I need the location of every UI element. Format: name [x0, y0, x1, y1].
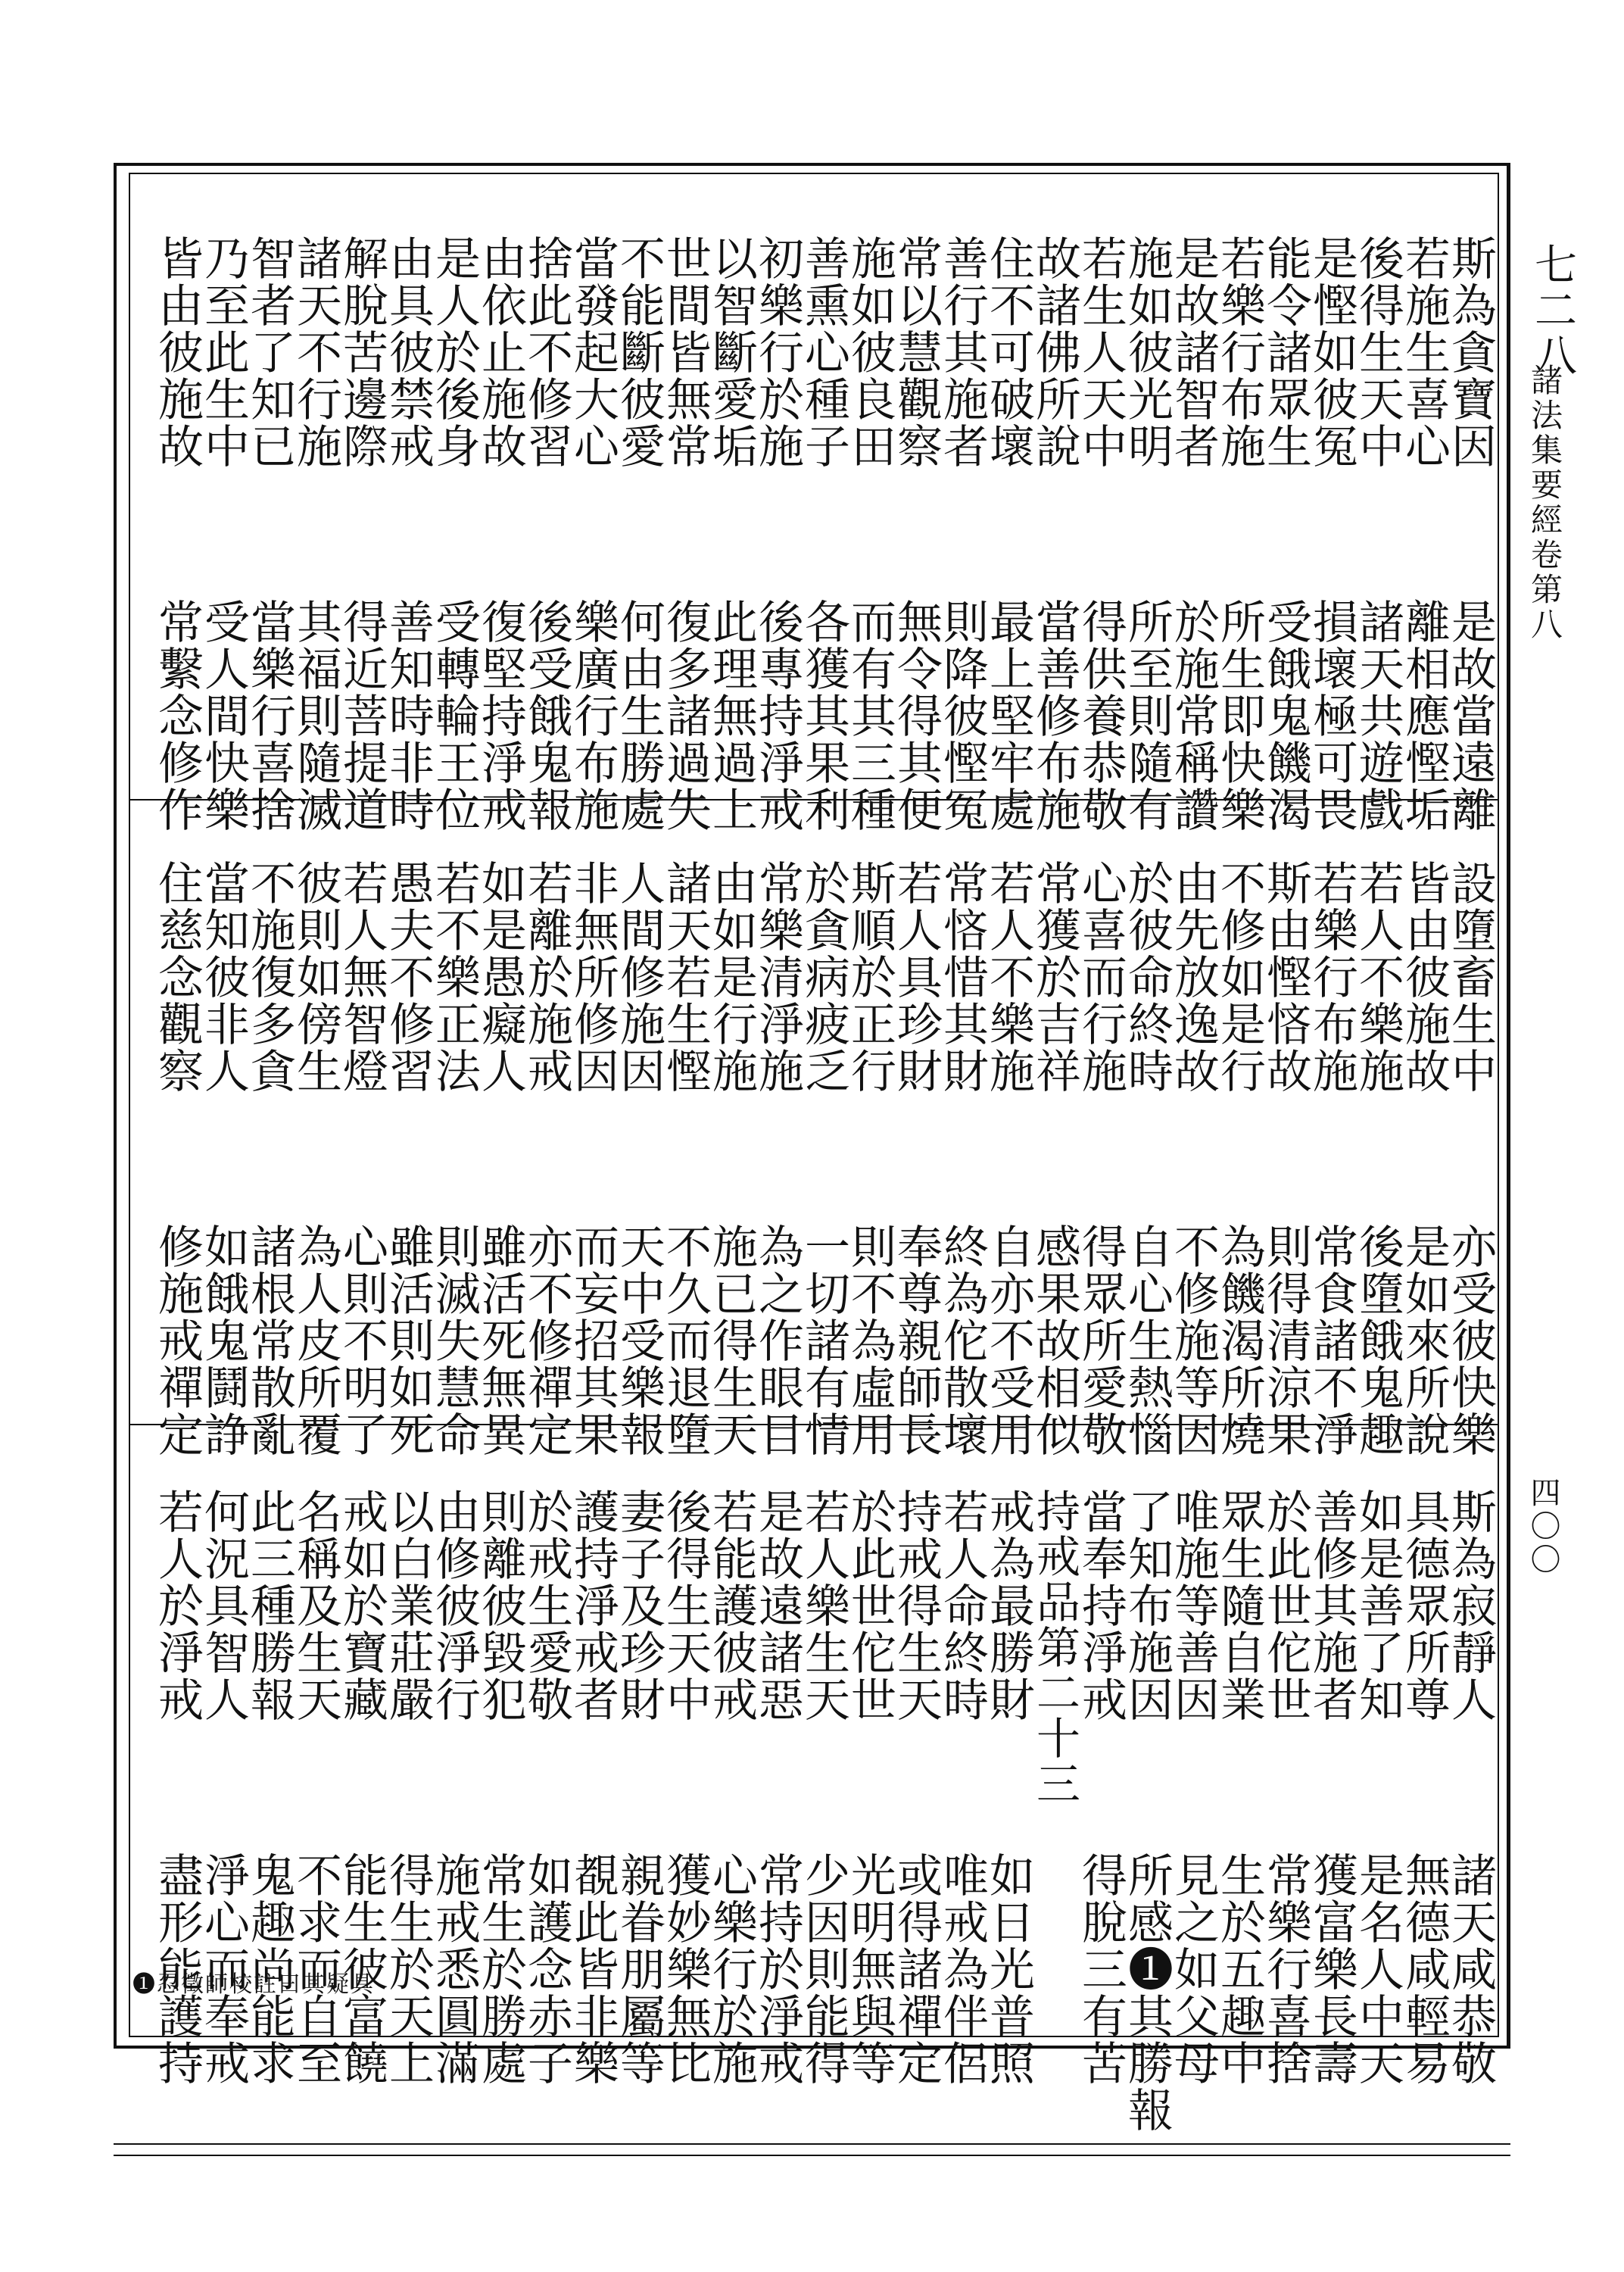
verse-line: [1074, 1488, 1127, 2133]
verse-half-upper: 若人不樂施: [982, 860, 1035, 1094]
verse-half-upper: 愚夫不修習: [382, 860, 435, 1094]
verse-line: [1398, 1488, 1451, 2133]
verse-half-upper: 何況具智人: [197, 1488, 250, 1723]
verse-line: [1213, 860, 1266, 1458]
verse-line: [1167, 235, 1220, 833]
verse-half-upper: 人間修施因: [613, 860, 665, 1094]
verse-half-upper: 於此世佗世: [843, 1488, 896, 1723]
verse-line: [1167, 860, 1220, 1458]
verse-half-upper: 初樂行於施: [751, 235, 804, 470]
verse-line: [1259, 1488, 1312, 2133]
verse-line: [982, 235, 1035, 833]
verse-line: [151, 860, 204, 1458]
bottom-rule-2: [114, 2155, 1510, 2156]
verse-half-upper: 諸天若生慳: [659, 860, 712, 1094]
verse-half-upper: 若人無智燈: [335, 860, 388, 1094]
verse-half-lower: 於施常稱讚: [1167, 598, 1220, 833]
verse-half-upper: 智者了知已: [243, 235, 296, 470]
verse-half-lower: 復多諸過失: [659, 598, 712, 833]
verse-line: [705, 860, 758, 1458]
verse-half-lower: 諸根常散亂: [243, 1223, 296, 1458]
verse-line: [1351, 860, 1404, 1458]
verse-half-upper: 善行其施者: [936, 235, 989, 470]
verse-half-upper: 斯由慳悋故: [1259, 860, 1312, 1094]
verse-half-upper: 若樂行布施: [1305, 860, 1358, 1094]
verse-line: [289, 1488, 342, 2133]
verse-half-upper: 住慈念觀察: [151, 860, 204, 1094]
verse-line: [1167, 1488, 1220, 2133]
verse-line: [936, 860, 989, 1458]
verse-half-lower: 心樂行於施: [705, 1852, 758, 2086]
verse-half-lower: 施已得生天: [705, 1223, 758, 1458]
verse-line: [382, 235, 435, 833]
verse-half-upper: 若人樂生天: [797, 1488, 850, 1723]
verse-line: [1305, 1488, 1358, 2133]
page-number: 七二八: [1528, 242, 1577, 379]
verse-line: [613, 860, 665, 1458]
verse-line: [243, 860, 296, 1458]
verse-half-upper: 常悋惜其財: [936, 860, 989, 1094]
verse-half-upper: 斯順於正行: [843, 860, 896, 1094]
verse-line: [613, 235, 665, 833]
verse-line: [705, 1488, 758, 2133]
verse-line: [197, 235, 250, 833]
verse-line: [751, 860, 804, 1458]
verse-line: [797, 235, 850, 833]
verse-half-upper: 若人不樂施: [1351, 860, 1404, 1094]
verse-half-upper: 故諸佛所說: [1028, 235, 1081, 470]
verse-half-lower: 為人皮所覆: [289, 1223, 342, 1458]
margin-rule: [1507, 163, 1508, 2049]
verse-half-lower: 得眾所愛敬: [1074, 1223, 1127, 1458]
verse-half-upper: 護持淨戒者: [566, 1488, 619, 1723]
verse-line: [659, 860, 712, 1458]
verse-half-upper: 不修如是行: [1213, 860, 1266, 1094]
verse-half-upper: 諸天不行施: [289, 235, 342, 470]
verse-line: [197, 1488, 250, 2133]
verse-half-upper: 若人具珍財: [890, 860, 943, 1094]
verse-half-upper: 世間皆無常: [659, 235, 712, 470]
verse-line: [705, 235, 758, 833]
verse-line: [1444, 235, 1497, 833]
verse-line: [566, 235, 619, 833]
verse-half-upper: 唯施等善因: [1167, 1488, 1220, 1723]
verse-half-lower: 奉尊親師長: [890, 1223, 943, 1458]
verse-half-lower: 而妄招其果: [566, 1223, 619, 1458]
verse-half-lower: 得生於天上: [382, 1852, 435, 2086]
verse-half-upper: 當奉持淨戒: [1074, 1488, 1127, 1723]
verse-line: [474, 1488, 527, 2133]
verse-line: [1351, 235, 1404, 833]
verse-half-upper: 非無所修因: [566, 860, 619, 1094]
verse-half-upper: 妻子及珍財: [613, 1488, 665, 1723]
verse-half-lower: 能生彼富饒: [335, 1852, 388, 2086]
verse-half-lower: 常食諸不淨: [1305, 1223, 1358, 1458]
verse-half-upper: 是故諸智者: [1167, 235, 1220, 470]
verse-half-upper: 戒如於寶藏: [335, 1488, 388, 1723]
verse-half-upper: 由具彼禁戒: [382, 235, 435, 470]
verse-half-upper: 若生人天中: [1074, 235, 1127, 470]
verse-half-upper: 常以慧觀察: [890, 235, 943, 470]
verse-half-upper: 於貪病疲乏: [797, 860, 850, 1094]
verse-line: [474, 860, 527, 1458]
verse-half-upper: 善修其施者: [1305, 1488, 1358, 1723]
verse-half-lower: 損壞極可畏: [1305, 598, 1358, 833]
verse-line: [1351, 1488, 1404, 2133]
verse-line: [520, 860, 573, 1458]
verse-line: [936, 1488, 989, 2133]
verse-half-upper: 斯為貪寶因: [1444, 235, 1497, 470]
verse-half-upper: 皆由彼施故: [1398, 860, 1451, 1094]
verse-half-lower: 少因則能得: [797, 1852, 850, 2086]
verse-half-lower: 獲妙樂無比: [659, 1852, 712, 2086]
verse-half-lower: 一切諸有情: [797, 1223, 850, 1458]
verse-half-lower: 心則不明了: [335, 1223, 388, 1458]
side-mark: 四〇〇: [1526, 1477, 1560, 1577]
verse-half-lower: 諸天咸恭敬: [1444, 1852, 1497, 2086]
verse-half-lower: 不修施等因: [1167, 1223, 1220, 1458]
verse-half-upper: 常獲於吉祥: [1028, 860, 1081, 1094]
verse-half-upper: 不施復多貪: [243, 860, 296, 1094]
verse-half-upper: 以白業莊嚴: [382, 1488, 435, 1723]
verse-half-upper: 施如彼良田: [843, 235, 896, 470]
verse-half-lower: 後受餓鬼報: [520, 598, 573, 833]
verse-line: [1121, 235, 1174, 833]
verse-line: [335, 235, 388, 833]
verse-half-lower: 則得清涼果: [1259, 1223, 1312, 1458]
verse-line: [1028, 235, 1081, 833]
verse-half-lower: 當樂行喜捨: [243, 598, 296, 833]
verse-line: [1398, 860, 1451, 1458]
verse-line: [936, 235, 989, 833]
verse-half-upper: 如是善了知: [1351, 1488, 1404, 1723]
verse-half-upper: 於戒生愛敬: [520, 1488, 573, 1723]
verse-half-upper: 斯為寂靜人: [1444, 1488, 1497, 1723]
verse-line: [243, 1488, 296, 2133]
verse-line: [289, 860, 342, 1458]
verse-half-upper: 當知彼非人: [197, 860, 250, 1094]
verse-half-lower: 無令得其便: [890, 598, 943, 833]
verse-line: [1259, 860, 1312, 1458]
verse-half-lower: 樂廣行布施: [566, 598, 619, 833]
verse-line: [382, 1488, 435, 2133]
verse-half-lower: 感果故相似: [1028, 1223, 1081, 1458]
verse-half-upper: 是故遠諸惡: [751, 1488, 804, 1723]
verse-half-lower: 生於五趣中: [1213, 1852, 1266, 2086]
verse-half-lower: 覩此皆非樂: [566, 1852, 619, 2086]
verse-half-lower: 獲富樂長壽: [1305, 1852, 1358, 2086]
verse-half-upper: 心喜而行施: [1074, 860, 1127, 1094]
verse-line: [243, 235, 296, 833]
verse-half-lower: 常持於淨戒: [751, 1852, 804, 2086]
verse-half-lower: 受轉輪王位: [428, 598, 481, 833]
verse-line: [151, 1488, 204, 2133]
verse-half-lower: 亦受彼快樂: [1444, 1223, 1497, 1458]
verse-line: [659, 1488, 712, 2133]
verse-half-lower: 受餓鬼饑渴: [1259, 598, 1312, 833]
verse-half-lower: 如日光普照: [982, 1852, 1035, 2086]
footnote: ❶忍徵師校註曰其疑具: [132, 1971, 375, 1998]
verse-line: [1074, 235, 1127, 833]
verse-half-upper: 設墮畜生中: [1444, 860, 1497, 1094]
verse-half-lower: 自心生熱惱: [1121, 1223, 1174, 1458]
verse-half-upper: 不能斷彼愛: [613, 235, 665, 470]
verse-half-lower: 自亦不受用: [982, 1223, 1035, 1458]
verse-half-lower: 是名人中天: [1351, 1852, 1404, 2086]
verse-section-3: [140, 1488, 1495, 2133]
verse-line: [1259, 235, 1312, 833]
verse-half-lower: 修施戒禪定: [151, 1223, 204, 1458]
verse-line: [289, 235, 342, 833]
verse-line: [1398, 235, 1451, 833]
verse-half-lower: 諸天共遊戲: [1351, 598, 1404, 833]
verse-half-lower: 常樂行喜捨: [1259, 1852, 1312, 2086]
verse-half-lower: 則降彼慳冤: [936, 598, 989, 833]
verse-half-lower: 見之如父母: [1167, 1852, 1220, 2086]
verse-line: [1074, 860, 1127, 1458]
verse-half-lower: 受人間快樂: [197, 598, 250, 833]
verse-half-lower: 所至則隨有: [1121, 598, 1174, 833]
verse-half-upper: 當發起大心: [566, 235, 619, 470]
verse-half-upper: 若能護彼戒: [705, 1488, 758, 1723]
verse-half-lower: 離相應慳垢: [1398, 598, 1451, 833]
verse-section-2: [140, 860, 1495, 1458]
verse-half-lower: 雖活死無異: [474, 1223, 527, 1458]
verse-half-lower: 光明無與等: [843, 1852, 896, 2086]
verse-half-lower: 而有其三種: [843, 598, 896, 833]
verse-half-upper: 戒為最勝財: [982, 1488, 1035, 1723]
verse-half-upper: 則離彼毀犯: [474, 1488, 527, 1723]
verse-half-upper: 是人於後身: [428, 235, 481, 470]
verse-half-upper: 若人於淨戒: [151, 1488, 204, 1723]
verse-line: [520, 1488, 573, 2133]
verse-half-lower: 其福則隨滅: [289, 598, 342, 833]
verse-line: [890, 1488, 943, 2133]
verse-half-lower: 唯戒為伴侶: [936, 1852, 989, 2086]
verse-line: [428, 860, 481, 1458]
verse-line: [1121, 1488, 1174, 2133]
verse-line: [659, 235, 712, 833]
verse-half-upper: 後得生天中: [1351, 235, 1404, 470]
verse-half-lower: 後專持淨戒: [751, 598, 804, 833]
verse-line: [520, 235, 573, 833]
verse-half-lower: 親眷朋屬等: [613, 1852, 665, 2086]
verse-line: [335, 1488, 388, 2133]
verse-half-lower: 善知時非時: [382, 598, 435, 833]
verse-half-upper: 由依止施故: [474, 235, 527, 470]
verse-half-lower: 此理無過上: [705, 598, 758, 833]
verse-half-lower: 為饑渴所燒: [1213, 1223, 1266, 1458]
verse-line: [1121, 860, 1174, 1458]
verse-half-upper: 能令諸眾生: [1259, 235, 1312, 470]
verse-half-lower: 終為佗散壞: [936, 1223, 989, 1458]
verse-half-lower: 則不為虛用: [843, 1223, 896, 1458]
verse-line: [1444, 1488, 1497, 2133]
verse-half-lower: 如護念赤子: [520, 1852, 573, 2086]
verse-line: [335, 860, 388, 1458]
verse-line: [382, 860, 435, 1458]
verse-line: [1444, 860, 1497, 1458]
verse-line: [1213, 235, 1266, 833]
verse-line: [428, 1488, 481, 2133]
verse-half-lower: 雖活則如死: [382, 1223, 435, 1458]
verse-half-upper: 乃至此生中: [197, 235, 250, 470]
verse-half-lower: 常繫念修作: [151, 598, 204, 833]
verse-half-lower: 為之作眼目: [751, 1223, 804, 1458]
verse-half-lower: 復堅持淨戒: [474, 598, 527, 833]
verse-line: [797, 860, 850, 1458]
verse-half-lower: 淨心而奉戒: [197, 1852, 250, 2086]
verse-half-upper: 由如是行施: [705, 860, 758, 1094]
verse-half-upper: 如是愚癡人: [474, 860, 527, 1094]
verse-half-upper: 後得生天中: [659, 1488, 712, 1723]
verse-half-upper: 名稱及生天: [289, 1488, 342, 1723]
verse-half-lower: 當善修布施: [1028, 598, 1081, 833]
verse-half-upper: 若樂行布施: [1213, 235, 1266, 470]
verse-line: [474, 235, 527, 833]
verse-line: [1305, 235, 1358, 833]
verse-line: [197, 860, 250, 1458]
verse-half-upper: 由修彼淨行: [428, 1488, 481, 1723]
verse-half-lower: 如餓鬼鬪諍: [197, 1223, 250, 1458]
verse-half-lower: 施戒悉圓滿: [428, 1852, 481, 2086]
verse-section-1: [140, 235, 1495, 833]
verse-half-upper: 以智斷愛垢: [705, 235, 758, 470]
verse-line: [566, 860, 619, 1458]
verse-half-lower: 後墮餓鬼趣: [1351, 1223, 1404, 1458]
verse-half-lower: 是如來所說: [1398, 1223, 1451, 1458]
verse-half-lower: 得供養恭敬: [1074, 598, 1127, 833]
verse-half-upper: 若施生喜心: [1398, 235, 1451, 470]
verse-half-lower: 鬼趣尚能求: [243, 1852, 296, 2086]
verse-half-upper: 持戒得生天: [890, 1488, 943, 1723]
verse-half-lower: 或得諸禪定: [890, 1852, 943, 2086]
verse-line: [1213, 1488, 1266, 2133]
verse-half-upper: 眾生隨自業: [1213, 1488, 1266, 1723]
verse-line: [151, 235, 204, 833]
verse-line: [428, 235, 481, 833]
verse-line: [843, 235, 896, 833]
verse-half-lower: 無德咸輕易: [1398, 1852, 1451, 2086]
verse-half-upper: 若人命終時: [936, 1488, 989, 1723]
verse-half-lower: 最上堅牢處: [982, 598, 1035, 833]
verse-half-upper: 於彼命終時: [1121, 860, 1174, 1094]
verse-line: [751, 235, 804, 833]
verse-half-upper: 常樂清淨施: [751, 860, 804, 1094]
verse-line: [566, 1488, 619, 2133]
verse-half-lower: 則滅失慧命: [428, 1223, 481, 1458]
verse-half-upper: 於此世佗世: [1259, 1488, 1312, 1723]
verse-half-upper: 善熏心種子: [797, 235, 850, 470]
verse-half-lower: 得近菩提道: [335, 598, 388, 833]
verse-half-upper: 彼則如傍生: [289, 860, 342, 1094]
verse-half-upper: 施如彼光明: [1121, 235, 1174, 470]
verse-half-upper: 住不可破壞: [982, 235, 1035, 470]
verse-half-lower: 各獲其果利: [797, 598, 850, 833]
verse-half-lower: 不求而自至: [289, 1852, 342, 2086]
verse-line: [843, 1488, 896, 2133]
verse-line: [890, 860, 943, 1458]
verse-line: [982, 860, 1035, 1458]
verse-half-lower: 亦不修禪定: [520, 1223, 573, 1458]
verse-line: [751, 1488, 804, 2133]
verse-half-upper: 是慳如彼冤: [1305, 235, 1358, 470]
verse-half-upper: 由先放逸故: [1167, 860, 1220, 1094]
chapter-heading: 持戒品第二十三: [1029, 1488, 1080, 1806]
verse-half-lower: 盡形能護持: [151, 1852, 204, 2086]
verse-line: [890, 235, 943, 833]
verse-half-lower: 得脫三有苦: [1074, 1852, 1127, 2086]
verse-half-upper: 若不樂正法: [428, 860, 481, 1094]
verse-line: [982, 1488, 1035, 2133]
verse-line: [613, 1488, 665, 2133]
verse-half-lower: 不久而退墮: [659, 1223, 712, 1458]
verse-half-upper: 若離於施戒: [520, 860, 573, 1094]
book-title: 諸法集要經卷第八: [1526, 364, 1563, 642]
verse-half-lower: 所感❶其勝報: [1121, 1852, 1174, 2133]
verse-half-lower: 何由生勝處: [613, 598, 665, 833]
verse-half-lower: 所生即快樂: [1213, 598, 1266, 833]
verse-half-upper: 捨此不修習: [520, 235, 573, 470]
verse-half-upper: 解脫苦邊際: [335, 235, 388, 470]
verse-half-upper: 此三種勝報: [243, 1488, 296, 1723]
verse-half-upper: 皆由彼施故: [151, 235, 204, 470]
verse-line: [797, 1488, 850, 2133]
verse-line: [1305, 860, 1358, 1458]
verse-line: [1028, 860, 1081, 1458]
verse-half-upper: 具德眾所尊: [1398, 1488, 1451, 1723]
verse-half-upper: 了知布施因: [1121, 1488, 1174, 1723]
verse-half-lower: 是故當遠離: [1444, 598, 1497, 833]
verse-line: [843, 860, 896, 1458]
bottom-rule-1: [114, 2143, 1510, 2145]
verse-half-lower: 常生於勝處: [474, 1852, 527, 2086]
verse-half-lower: 天中受樂報: [613, 1223, 665, 1458]
